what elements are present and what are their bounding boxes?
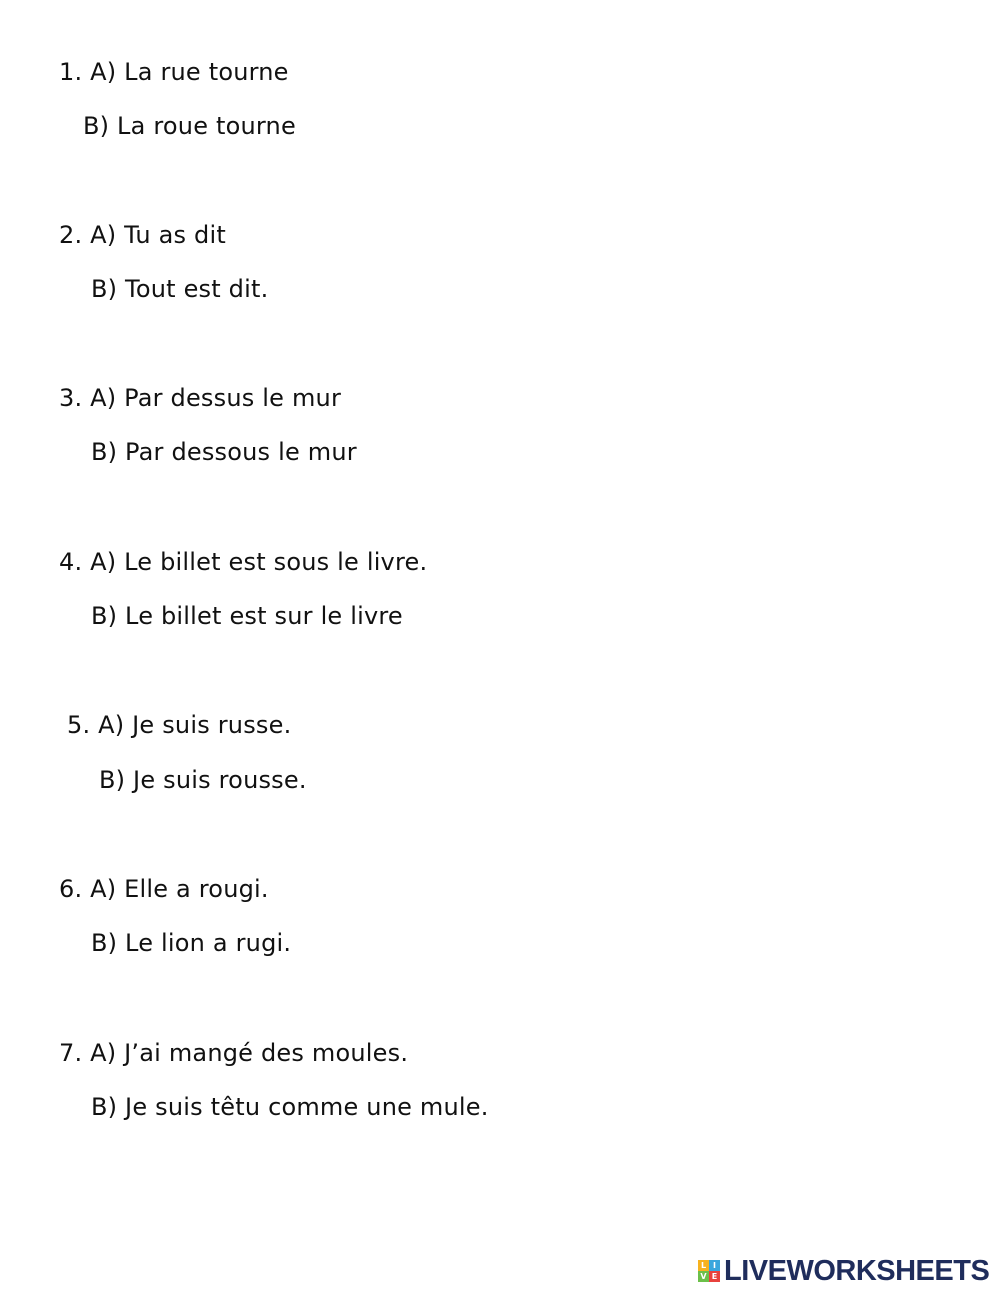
item-1-option-b: B) La roue tourne: [83, 112, 296, 140]
logo-mark-v: V: [698, 1271, 709, 1282]
item-4-option-a: 4. A) Le billet est sous le livre.: [59, 548, 428, 576]
logo-text: LIVEWORKSHEETS: [724, 1254, 990, 1287]
item-6-option-b: B) Le lion a rugi.: [91, 929, 292, 957]
item-1-option-a: 1. A) La rue tourne: [59, 58, 289, 86]
logo-mark-i: I: [709, 1260, 720, 1271]
logo-mark-e: E: [709, 1271, 720, 1282]
liveworksheets-logo-icon: [698, 1260, 720, 1282]
item-3-option-a: 3. A) Par dessus le mur: [59, 384, 342, 412]
item-3-option-b: B) Par dessous le mur: [91, 438, 357, 466]
item-5-option-a: 5. A) Je suis russe.: [67, 711, 292, 739]
item-7-option-a: 7. A) J’ai mangé des moules.: [59, 1039, 409, 1067]
logo-mark-l: L: [698, 1260, 709, 1271]
item-5-option-b: B) Je suis rousse.: [99, 766, 307, 794]
item-2-option-a: 2. A) Tu as dit: [59, 221, 226, 249]
item-6-option-a: 6. A) Elle a rougi.: [59, 875, 269, 903]
item-4-option-b: B) Le billet est sur le livre: [91, 602, 403, 630]
item-2-option-b: B) Tout est dit.: [91, 275, 269, 303]
liveworksheets-logo: [698, 1256, 989, 1286]
item-7-option-b: B) Je suis têtu comme une mule.: [91, 1093, 489, 1121]
